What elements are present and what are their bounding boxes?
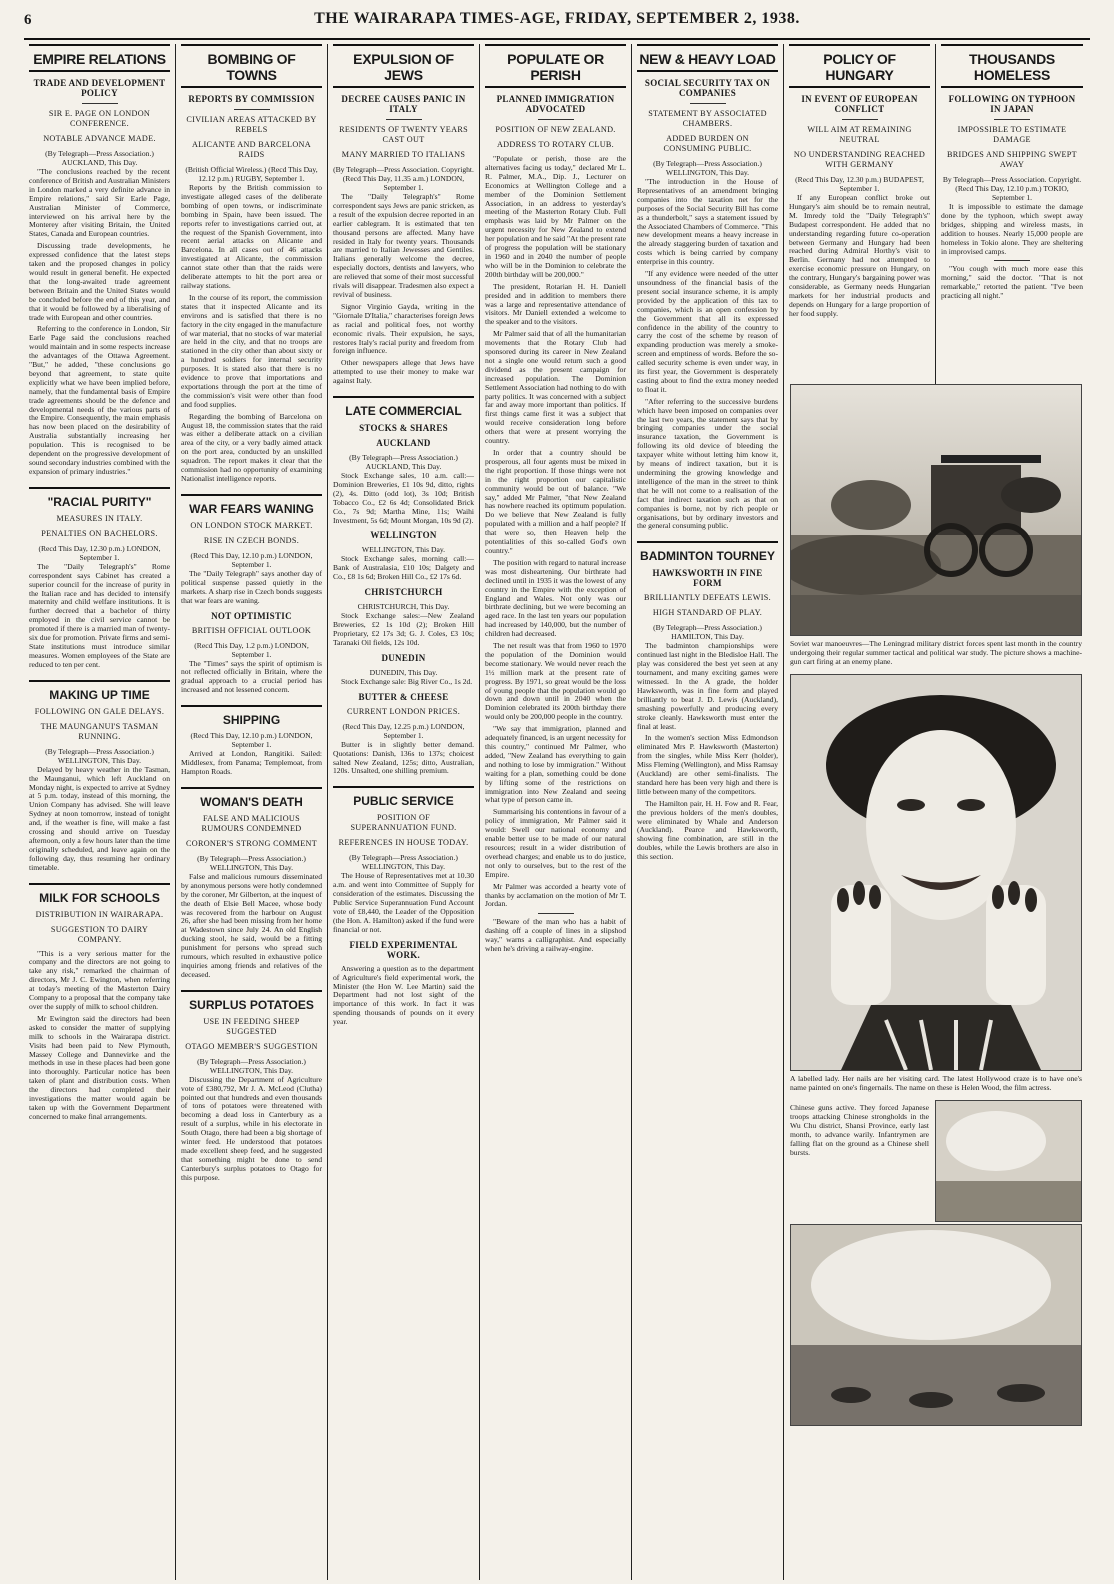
paragraph: In the course of its report, the commission states that it inspected Alicante and its environs and is satisfied that there is no factory in the city engaged in the manufacture of war material, that no stocks of war material are held in the city, and that no troops are stationed in the city other than about sixty or a hundred soldiers for internal security purposes. It is stated also that there is no evidence to prove that importations and exportations through the port at the time of the commission's visit were other than food and food supplies. [181,292,322,409]
headline-policy-of-hungary: POLICY OF HUNGARY [789,44,930,88]
subhead: NO UNDERSTANDING REACHED WITH GERMANY [793,150,926,169]
divider [82,103,118,104]
subhead: ADDRESS TO ROTARY CLUB. [496,140,615,149]
paragraph: "The introduction in the House of Representatives of an amendment bringing companies into the taxation net for the purposes of the Social Security Bill has come as a thunderbolt," says a statement issued by the Associated Chambers of Commerce. "This new development means a heavy increase in the already staggering burden of taxation and costs which is being carried by company enterprise in this country. [637,177,778,267]
subhead: DECREE CAUSES PANIC IN ITALY [341,94,466,114]
paragraph: "You cough with much more ease this morning," said the doctor. "That is not remarkable," retorted the patient. "I've been practicing all night." [941,264,1083,301]
subhead: SOCIAL SECURITY TAX ON COMPANIES [644,78,771,98]
photo-caption: A labelled lady. Her nails are her visiting card. The latest Hollywood craze is to have one's name painted on one's fingernails. The name on these is Helen Wood, the film actress. [790,1074,1082,1092]
subhead: ON LONDON STOCK MARKET. [190,520,313,530]
paragraph: Discussing trade developments, he expressed confidence that the latest steps taken and the proposed changes in policy would result in general benefit. He expected that the long-awaited trade agreement between Britain and the United States would be concluded before the end of this year, and that it would be followed by a liberalising of trade with European and other countries. [29,241,170,322]
subhead: OTAGO MEMBER'S SUGGESTION [185,1041,318,1051]
byline: (By Telegraph—Press Association.) WELLINGTON, This Day. [197,1056,306,1075]
paragraph: False and malicious rumours disseminated by anonymous persons were hotly condemned by the coroner, Mr Gilberton, at the inquest of the death of Elsie Bell Macee, whose body was recovered from the harbour on August 26, after she had been missing from her home at Wadestown since July 24. An old English ducking stool, he said, would be a fitting punishment for persons who spread such rumours, which resulted in exhaustive police inquiries among friends and relatives of the deceased. [181,871,322,979]
paragraph: "We say that immigration, planned and adequately financed, is an urgent necessity for this country," continued Mr Palmer, who added, "New Zealand has everything to gain and nothing to lose by immigration." Without waiting for a plan, something could be done by lifting some of the restrictions on immigration into New Zealand and seeing what type of person came in. [485,724,626,805]
subhead: ALICANTE AND BARCELONA RAIDS [192,140,311,159]
paragraph: The House of Representatives met at 10.30 a.m. and went into Committee of Supply for consideration of the estimates. Discussing the Public Service Superannuation Fund Account vote of £8,440, the Leader of the Opposition (the Hon. A. Hamilton) asked if the fund were financial or not. [333,871,474,934]
headline-thousands-homeless: THOUSANDS HOMELESS [941,44,1083,88]
headline-late-commercial: LATE COMMERCIAL [333,396,474,418]
byline: (Recd This Day, 1.2 p.m.) LONDON, September 1. [194,640,309,659]
subhead: REPORTS BY COMMISSION [188,94,315,104]
photo-section [784,384,1088,1426]
byline: (By Telegraph—Press Association.) WELLINGTON, This Day. [653,159,762,177]
paragraph: Mr Ewington said the directors had been asked to consider the matter of supplying milk to schools in the Wairarapa district. Visits had been paid to New Plymouth, Massey College and Dannevirke and the methods in use in these places had been gone into thoroughly. Particular notice has been taken of plant and distribution costs. When the directors had completed their investigations the matter would again be taken up with the Government Department concerned to make final arrangements. [29,1013,170,1121]
subhead: USE IN FEEDING SHEEP SUGGESTED [203,1016,300,1036]
subhead: CHRISTCHURCH [364,587,443,598]
divider [690,103,726,104]
column-empire-relations [24,44,176,1580]
byline: (Recd This Day, 12.10 p.m.) LONDON, September 1. [190,550,313,569]
subhead: FIELD EXPERIMENTAL WORK. [349,939,458,960]
headline-new-heavy-load: NEW & HEAVY LOAD [637,44,778,72]
headline-bombing-of-towns: BOMBING OF TOWNS [181,44,322,88]
subhead: IMPOSSIBLE TO ESTIMATE DAMAGE [957,125,1067,144]
headline-badminton-tourney: BADMINTON TOURNEY [637,541,778,563]
paragraph: Summarising his contentions in favour of a policy of immigration, Mr Palmer said it would: Swell our national economy and enable better use to be made of our natural resources; result in a wider distribution of overhead charges; and enable us to do justice, not only to ourselves, but to the rest of the Empire. [485,807,626,879]
subhead: PENALTIES ON BACHELORS. [41,528,158,538]
subhead: FALSE AND MALICIOUS RUMOURS CONDEMNED [201,813,302,833]
column-new-heavy-load [632,44,784,1580]
subhead: ADDED BURDEN ON CONSUMING PUBLIC. [663,134,752,153]
paragraph: Mr Palmer was accorded a hearty vote of thanks by acclamation on the motion of Mr T. Jordan. [485,881,626,909]
right-top-row [784,44,1088,384]
paragraph: In order that a country should be prosperous, all four agents must be mixed in the right proportion. If those things were not in the right proportion our capitalistic community would be out of balance. "We say," added Mr Palmer, "that New Zealand has nowhere reached its optimum population. Do we believe that New Zealand is fully populated with a million and a half people? If that were so, then Heaven help the potentialities of this so-called God's own country." [485,448,626,555]
subhead: WELLINGTON [370,530,437,541]
column-bombing-of-towns [176,44,328,1580]
divider [994,260,1030,261]
paragraph: The badminton championships were continued last night in the Bledisloe Hall. The play was considered the best yet seen at any tournament, and many exciting games were witnessed. In the A grade, the holder Hawksworth, was in fine form and played brilliantly to beat J. D. Lewis (Auckland), smashing powerfully and producing every stroke cleanly. Hawksworth must enter the final at least. [637,641,778,731]
subhead: MEASURES IN ITALY. [56,513,143,523]
byline: (Recd This Day, 12.30 p.m.) BUDAPEST, September 1. [795,175,924,193]
subhead: PLANNED IMMIGRATION ADVOCATED [496,94,615,114]
caption-box [790,1100,929,1222]
column-populate-or-perish [480,44,632,1580]
subhead: HIGH STANDARD OF PLAY. [652,608,763,618]
subhead: SIR E. PAGE ON LONDON CONFERENCE. [48,109,151,128]
subhead: DISTRIBUTION IN WAIRARAPA. [35,909,164,919]
paragraph: The "Daily Telegraph's" Rome correspondent says Jews are panic stricken, as a result of the expulsion decree reported in an earlier cablegram. It is estimated that ten thousand persons are affected. Many have resided in Italy for twenty years. Thousands are married to Italian Jewesses and Gentiles. Italians generally welcome the decree, especially doctors, dentists and lawyers, who are relieved that some of their most successful rivals will disappear. Tradesmen also expect a revival of business. [333,192,474,299]
byline: (By Telegraph—Press Association. Copyright. (Recd This Day, 11.35 a.m.) LONDON, September 1. [333,165,474,192]
headline-milk-for-schools: MILK FOR SCHOOLS [29,883,170,905]
subhead: HAWKSWORTH IN FINE FORM [652,568,763,589]
byline: (Recd This Day, 12.30 p.m.) LONDON, September 1. [38,543,161,562]
byline: (By Telegraph—Press Association.) AUCKLAND, This Day. [349,453,458,472]
headline-womans-death: WOMAN'S DEATH [181,787,322,809]
photo-chinese-guns-lower [790,1224,1082,1426]
portrait-image [791,675,1082,1070]
paragraph: The "Daily Telegraph's" Rome correspondent says Cabinet has created a superior council for the increase of purity in the Italian race and has decided to intensify maternity and child welfare institutions. It is further decreed that a bachelor of thirty employed in the civil service cannot be promoted if there is a married man of twenty-six due for promotion. Private firms and semi-State institutions must introduce similar measures. Women employees of the State are reduced to ten per cent. [29,561,170,669]
subhead: FOLLOWING ON TYPHOON IN JAPAN [948,94,1076,114]
subhead: FOLLOWING ON GALE DELAYS. [34,706,165,716]
divider [994,119,1030,120]
paragraph: Referring to the conference in London, Sir Earle Page said the conclusions reached would maintain and in some respects increase the advantages of the Ottawa Agreement. "But," he added, "these conclusions go beyond that agreement, to state quite explicitly what we have been implied before, namely, that the fundamental basis of Empire trade agreements should be the defence and developmental needs of the various parts of the Empire. Consequently, the main emphasis has now been placed on the desirability of Australia substantially increasing her population. This is recognised to be dependent on the progressive development of sound secondary industries combined with the expansion of primary industries." [29,324,170,476]
paragraph: The "Times" says the spirit of optimism is not reflected officially in Britain, where the gradual approach to a crucial period has increased and not lessened concern. [181,658,322,695]
newspaper-title: THE WAIRARAPA TIMES-AGE, FRIDAY, SEPTEMBER 2, 1938. [314,10,800,27]
byline: (Recd This Day, 12.25 p.m.) LONDON, September 1. [342,721,465,740]
column-thousands-homeless [936,44,1088,384]
page-number: 6 [24,12,32,28]
byline: (By Telegraph—Press Association.) HAMILTON, This Day. [653,623,762,642]
photo-soviet-manoeuvres [790,384,1082,636]
subhead: POSITION OF SUPERANNUATION FUND. [350,813,457,833]
right-section [784,44,1088,1580]
paragraph: "If any evidence were needed of the utter unsoundness of the financial basis of the present social insurance scheme, it is amply provided by the application of this tax to companies, which is an open confession by the Government that all its expressed confidence in the ability of the country to carry the cost of the scheme by reason of expanding production was merely a smoke-screen and emptiness of words. Before the so-called security scheme is even under way, in its first year, the Government is desperately casting about to find the extra money needed to float it. [637,269,778,394]
subhead: REFERENCES IN HOUSE TODAY. [338,838,469,848]
subhead: TRADE AND DEVELOPMENT POLICY [33,78,166,98]
paragraph: "Beware of the man who has a habit of dashing off a couple of lines in a slipshod way," warns a calligraphist. And especially when he's driving a railway-engine. [485,917,626,954]
paragraph: If any European conflict broke out Hungary's aim should be to remain neutral, M. Imredy told the "Daily Telegraph's" Budapest correspondent. He added that no understanding regarding future co-operation between Germany and Hungary had been reached during Admiral Horthy's visit to Berlin. Germany had not attempted to exercise economic pressure on Hungary, on the contrary, Hungary's bargaining power was considerable, as Germany needs Hungarian markets for her industrial products and depends on Hungary for a large proportion of her food supply. [789,193,930,318]
divider [538,913,574,914]
paragraph: Delayed by heavy weather in the Tasman, the Maunganui, which left Auckland on Monday night, is expected to arrive at Sydney at 5 p.m. today, instead of this morning, the Union Company has advised. She will leave Sydney at noon tomorrow, instead of tonight and, if the weather is fine, will make a fast crossing and should arrive on Tuesday afternoon, only a few hours later than the time originally scheduled, and leave again on the following day, thus resuming her ordinary timetable. [29,764,170,872]
byline: CHRISTCHURCH, This Day. [357,602,450,612]
headline-shipping: SHIPPING [181,705,322,727]
subhead: CURRENT LONDON PRICES. [346,706,461,716]
paragraph: Stock Exchange sales, 10 a.m. call:—Dominion Breweries, £1 10s 9d, ditto, rights (2), 4s. Ditto (odd lot), 3s 10d; British Tobacco Co., £2 6s 4d; Consolidated Brick Co., 7s 9d; Martha Mine, 11s; Waihi Investment, 5s 6d; Mount Morgan, 10s 9d (2). [333,471,474,525]
subhead: CORONER'S STRONG COMMENT [185,838,318,848]
byline: WELLINGTON, This Day. [361,545,446,555]
paragraph: Answering a question as to the department of Agriculture's field experimental work, the Minister (the Hon W. Lee Martin) said the Department had not lost sight of the importance of this work. In fact it was spending thousands of pounds on it every year. [333,963,474,1027]
paragraph: "The conclusions reached by the recent conference of British and Australian Ministers in London marked a very definite advance in Empire relations," said Sir Earle Page, Australian Minister of Commerce, interviewed on his arrival here by the Monterey after visiting Britain, the United States, Canada and European countries. [29,167,170,239]
subhead: BRILLIANTLY DEFEATS LEWIS. [644,593,771,603]
byline: By Telegraph—Press Association. Copyright. (Recd This Day, 12.10 p.m.) TOKIO, September 1. [942,175,1082,202]
divider [234,109,270,110]
headline-racial-purity: "RACIAL PURITY" [29,487,170,509]
headline-empire-relations: EMPIRE RELATIONS [29,44,170,72]
subhead: SUGGESTION TO DAIRY COMPANY. [50,924,149,944]
subhead: IN EVENT OF EUROPEAN CONFLICT [801,94,918,114]
subhead: RISE IN CZECH BONDS. [203,535,300,545]
paragraph: Arrived at London, Rangitiki. Sailed: Middlesex, from Panama; Templemoat, from Hampton Roads. [181,749,322,776]
headline-war-fears-waning: WAR FEARS WANING [181,494,322,516]
byline: (British Official Wireless.) (Recd This Day, 12.12 p.m.) RUGBY, September 1. [185,165,318,183]
battlefield-image [791,1225,1082,1425]
paragraph: Stock Exchange sales, morning call:—Bank of Australasia, £10 10s; Dalgety and Co., £8 1s 6d; Broken Hill Co., £2 17s 6d. [333,554,474,582]
paragraph: The president, Rotarian H. H. Daniell presided and in addition to members there was a large and representative attendance of visitors. Mr Daniell extended a welcome to the speaker and to the visitors. [485,281,626,327]
paragraph: Discussing the Department of Agriculture vote of £380,792, Mr J. A. McLeod (Clutha) pointed out that hundreds and even thousands of tons of potatoes were threatened with becoming a dead loss in Canterbury as a result of a surplus, while in his electorate in South Otago, there had been a big shortage of winter feed. He understood that potatoes made excellent sheep feed, and he suggested that something might be done to send Canterbury's surplus potatoes to Otago for this purpose. [181,1074,322,1182]
divider [386,119,422,120]
paragraph: The "Daily Telegraph" says another day of political suspense passed quietly in the markets. A sharp rise in Czech bonds suggests that war fears are waning. [181,568,322,605]
paragraph: Signor Virginio Gayda, writing in the "Giornale D'Italia," characterises foreign Jews as racial and political foes, not worthy economic rivals. Their expulsion, he says, restores Italy's racial purity and freedom from foreign influence. [333,301,474,356]
headline-surplus-potatoes: SURPLUS POTATOES [181,990,322,1012]
columns [24,44,1090,1580]
paragraph: In the women's section Miss Edmondson eliminated Mrs P. Hawksworth (Masterton) from the singles, while Miss Kerr (holder), Miss Fleming (Wellington), and Miss Ramsay (Auckland) are other semi-finalists. The standard here has been very high and there is little between many of the competitors. [637,733,778,796]
masthead [24,0,1090,40]
paragraph: Regarding the bombing of Barcelona on August 18, the commission states that the raid was either a deliberate attack on a civilian area of the city, or a very badly aimed attack on the port area, conducted by an unskilled squadron. The report makes it clear that the commission had no opportunity of examining Nationalist intelligence reports. [181,411,322,483]
machine-gun-cart-image [791,385,1082,635]
subhead: MANY MARRIED TO ITALIANS [341,150,466,159]
subhead: RESIDENTS OF TWENTY YEARS CAST OUT [339,125,468,144]
paragraph: Stock Exchange sales:—New Zealand Breweries, £2 1s 10d (2); Broken Hill Proprietary, £2 17s 3d; G. J. Coles, £3 10s; Taranaki Oil fields, 12s 10d. [333,611,474,647]
headline-public-service: PUBLIC SERVICE [333,786,474,808]
divider [842,119,878,120]
subhead: BRITISH OFFICIAL OUTLOOK [191,625,312,635]
byline: (Recd This Day, 12.10 p.m.) LONDON, September 1. [190,731,313,750]
paragraph: The position with regard to natural increase was most disheartening. Our birthrate had declined until in 1935 it was the lowest of any country in the Empire with the exception of England and Wales. Not only was our birthrate declining, but we were becoming an aged race. In the last ten years our population had increased by 140,000, but the number of children had decreased. [485,557,626,639]
subhead: NOT OPTIMISTIC [211,610,292,621]
paragraph: Other newspapers allege that Jews have attempted to use their money to make war against Italy. [333,358,474,386]
byline: DUNEDIN, This Day. [369,667,438,677]
column-expulsion-of-jews [328,44,480,1580]
byline: (By Telegraph—Press Association.) WELLINGTON, This Day. [349,853,458,872]
divider [538,119,574,120]
subhead: STATEMENT BY ASSOCIATED CHAMBERS. [648,109,767,128]
chinese-guns-row [790,1100,1082,1222]
byline: (By Telegraph—Press Association.) AUCKLAND, This Day. [45,149,154,167]
subhead: CIVILIAN AREAS ATTACKED BY REBELS [186,115,317,134]
paragraph: Reports by the British commission to investigate alleged cases of the deliberate bombing of open towns, or indiscriminate bombing in Spain, have been issued. The reports refer to investigations carried out, at the request of the Spanish Government, into recent aerial attacks on Alicante and Barcelona. In all cases out of 46 attacks investigated at Alicante, the commission cannot state other than that the raids were deliberate attempts to hit the port area or railway stations. [181,183,322,290]
photo-labelled-lady [790,674,1082,1071]
subhead: NOTABLE ADVANCE MADE. [43,134,156,143]
subhead: BUTTER & CHEESE [358,691,449,702]
paragraph: "Populate or perish, those are the alternatives facing us today," declared Mr L. R. Palmer, M.A., Dip. J., Lecturer on Economics at Wellington College and a member of the Dominion Settlement Association, in an address to yesterday's meeting of the Masterton Rotary Club. Full emphasis was laid by Mr Palmer on the urgent necessity for New Zealand to extend her population and he said "At the present rate of progress the population will be stationary in 1960 and in 2040 the number of people who will be in the Dominion to celebrate the 200th birthday will be 200,000." [485,154,627,279]
byline: (By Telegraph—Press Association.) WELLINGTON, This Day. [197,853,306,872]
photo-caption: Soviet war manoeuvres—The Leningrad military district forces spent last month in the country undergoing their regular summer tactical and political war study. The picture shows a machine-gun cart firing at an enemy plane. [790,639,1082,666]
paragraph: The net result was that from 1960 to 1970 the population of the Dominion would become stationary. We would never reach the 1½ million mark at the present rate of progress. By 1971, so great would be the loss of young people that the population would go down and down until in 2040 when the Dominion celebrated its 200th birthday there would only be 200,000 people in the country. [485,641,626,722]
subhead: AUCKLAND [376,438,431,449]
subhead: WILL AIM AT REMAINING NEUTRAL [807,125,912,144]
paragraph: "This is a very serious matter for the company and the directors are not going to take any risk," remarked the chairman of directors, Mr J. C. Ewington, when referring at today's meeting of the Masterton Dairy Company to a proposal that the company take over the supply of milk to school children. [29,948,170,1011]
paragraph: Stock Exchange sale: Big River Co., 1s 2d. [341,676,473,686]
paragraph: Mr Palmer said that of all the humanitarian movements that the Rotary Club had sponsored during its career in New Zealand not a single one would return such a good dividend as the present campaign for increased population. The Dominion Settlement Association had nothing to do with party politics. It was concerned with a subject far and away more important than politics. If first things came first it was a subject that would receive consideration long before others that were at present worrying the country. [485,329,626,446]
paragraph: Butter is in slightly better demand. Quotations: Danish, 136s to 137s; choicest salted New Zealand, 125s; ditto, Australian, 120s. Unsalted, one shilling premium. [333,739,474,776]
subhead: DUNEDIN [381,652,426,663]
photo-chinese-guns [935,1100,1082,1222]
paragraph: "After referring to the successive burdens which have been imposed on companies over the last two years, the statement says that by bringing companies under the social insurance taxation, the Government is following its old device of bleeding the taxpayer white without letting him know it, by means of indirect taxation, but it is undermining the growing knowledge and intelligence of the man in the street to think that he will not come to a realisation of the fact that indirect taxation such as that on companies is borne, not by rich people or organisations, but by ordinary investors and the general consuming public. [637,396,778,531]
paragraph: The Hamilton pair, H. H. Fow and R. Fear, the previous holders of the men's doubles, were eliminated by Whale and Anderson (Auckland). Pearce and Hawksworth, showing fine combination, are still in the doubles, while the Lewis brothers are also in this section. [637,798,778,862]
headline-expulsion-of-jews: EXPULSION OF JEWS [333,44,474,88]
column-policy-of-hungary [784,44,936,384]
subhead: POSITION OF NEW ZEALAND. [495,125,616,134]
paragraph: It is impossible to estimate the damage done by the typhoon, which swept away bridges, shipping and wireless masts, in addition to houses. Nearly 15,000 people are homeless in Tokio alone. They are sheltering in improvised camps. [941,202,1083,256]
headline-making-up-time: MAKING UP TIME [29,680,170,702]
photo-caption: Chinese guns active. They forced Japanese troops attacking Chinese strongholds in the Wu Chu district, Shansi Province, early last month, to advance warily. Infantrymen are falling flat on the ground as a Chinese shell bursts. [790,1103,930,1157]
subhead: THE MAUNGANUI'S TASMAN RUNNING. [40,721,159,741]
headline-populate-or-perish: POPULATE OR PERISH [485,44,626,88]
shell-burst-image [936,1101,1082,1221]
byline: (By Telegraph—Press Association.) WELLINGTON, This Day. [45,746,154,765]
subhead: STOCKS & SHARES [359,423,448,434]
subhead: BRIDGES AND SHIPPING SWEPT AWAY [947,150,1077,169]
